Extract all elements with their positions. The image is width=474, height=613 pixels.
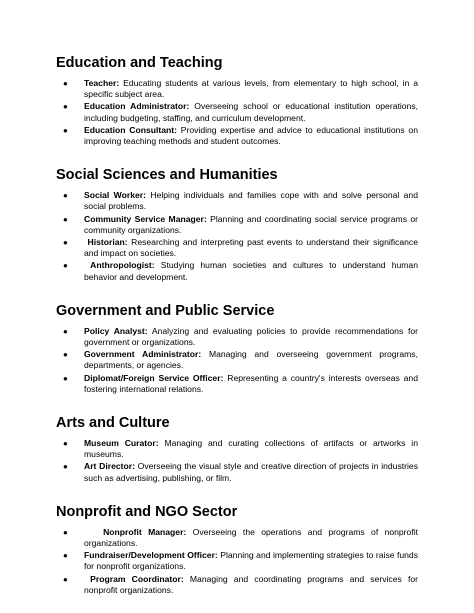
bullet-icon: ● bbox=[63, 439, 68, 449]
item-description: Overseeing the visual style and creative direction of projects in industries such as advertising, publishing, or film. bbox=[84, 461, 418, 483]
item-description: Helping individuals and families cope with and solve personal and social problems. bbox=[84, 190, 418, 212]
bullet-icon: ● bbox=[63, 261, 68, 271]
bullet-icon: ● bbox=[63, 191, 68, 201]
list-item bbox=[56, 260, 418, 282]
bullet-icon: ● bbox=[63, 527, 68, 537]
list-item bbox=[56, 237, 418, 259]
bullet-list bbox=[56, 190, 418, 283]
item-term: Program Coordinator: bbox=[90, 573, 184, 584]
item-description: Managing and curating collections of artifacts or artworks in museums. bbox=[84, 438, 418, 460]
item-term: Government Administrator: bbox=[84, 349, 202, 360]
list-item bbox=[56, 550, 418, 572]
bullet-icon: ● bbox=[63, 350, 68, 360]
section-social-sciences bbox=[56, 167, 418, 283]
section-heading: Government and Public Service bbox=[56, 302, 275, 319]
bullet-icon: ● bbox=[63, 373, 68, 383]
item-term: Art Director: bbox=[84, 461, 135, 472]
bullet-icon: ● bbox=[63, 125, 68, 135]
section-arts-culture bbox=[56, 415, 418, 484]
section-nonprofit-ngo bbox=[56, 504, 418, 596]
list-item bbox=[56, 574, 418, 596]
list-item bbox=[56, 78, 418, 100]
item-term: Museum Curator: bbox=[84, 438, 159, 449]
bullet-icon: ● bbox=[63, 102, 68, 112]
bullet-icon: ● bbox=[63, 238, 68, 248]
bullet-list bbox=[56, 438, 418, 484]
list-item bbox=[56, 190, 418, 212]
list-item bbox=[56, 349, 418, 371]
bullet-icon: ● bbox=[63, 462, 68, 472]
section-education-teaching bbox=[56, 55, 418, 147]
bullet-icon: ● bbox=[63, 214, 68, 224]
list-item bbox=[56, 214, 418, 236]
item-description: Educating students at various levels, from elementary to high school, in a specific subject area. bbox=[84, 78, 418, 100]
bullet-icon: ● bbox=[63, 79, 68, 88]
section-heading: Education and Teaching bbox=[56, 55, 223, 71]
item-term: Education Administrator: bbox=[84, 101, 190, 112]
item-term: Teacher: bbox=[84, 78, 120, 88]
item-term: Diplomat/Foreign Service Officer: bbox=[84, 372, 224, 383]
item-term: Historian: bbox=[87, 237, 128, 248]
bullet-list bbox=[56, 78, 418, 147]
bullet-list bbox=[56, 527, 418, 596]
item-term: Community Service Manager: bbox=[84, 213, 207, 224]
list-item bbox=[56, 326, 418, 348]
item-description: Researching and interpreting past events to understand their significance and impact on societies. bbox=[84, 237, 418, 259]
item-description: Studying human societies and cultures to understand human behavior and development. bbox=[84, 260, 418, 282]
bullet-list bbox=[56, 326, 418, 395]
item-description: Providing expertise and advice to educational institutions on improving teaching methods and student outcomes. bbox=[84, 124, 418, 147]
item-term: Fundraiser/Development Officer: bbox=[84, 550, 218, 561]
list-item bbox=[56, 461, 418, 483]
list-item bbox=[56, 438, 418, 460]
item-term: Education Consultant: bbox=[84, 124, 177, 135]
bullet-icon: ● bbox=[63, 574, 68, 584]
bullet-icon: ● bbox=[63, 551, 68, 561]
list-item bbox=[56, 527, 418, 549]
list-item bbox=[56, 373, 418, 395]
item-description: Overseeing school or educational institution operations, including budgeting, staffing, and curriculum development. bbox=[84, 101, 419, 123]
item-description: Analyzing and evaluating policies to provide recommendations for government or organizations. bbox=[84, 325, 418, 348]
list-item bbox=[56, 101, 418, 123]
section-government bbox=[56, 303, 418, 395]
section-heading: Arts and Culture bbox=[56, 415, 170, 432]
item-term: Anthropologist: bbox=[90, 260, 155, 271]
item-description: Planning and implementing strategies to raise funds for nonprofit organizations. bbox=[84, 550, 419, 572]
item-description: Managing and coordinating programs and services for nonprofit organizations. bbox=[84, 573, 418, 595]
item-description: Representing a country's interests overseas and fostering international relations. bbox=[84, 372, 418, 394]
bullet-icon: ● bbox=[63, 326, 68, 336]
section-heading: Social Sciences and Humanities bbox=[56, 167, 278, 184]
item-term: Social Worker: bbox=[84, 190, 146, 201]
item-term: Policy Analyst: bbox=[84, 325, 148, 336]
item-term: Nonprofit Manager: bbox=[103, 526, 187, 537]
item-description: Managing and overseeing government programs, departments, or agencies. bbox=[84, 349, 418, 371]
item-description: Planning and coordinating social service programs or community organizations. bbox=[84, 213, 418, 235]
section-heading: Nonprofit and NGO Sector bbox=[56, 503, 238, 520]
item-description: Overseeing the operations and programs of nonprofit organizations. bbox=[84, 526, 419, 549]
list-item bbox=[56, 125, 418, 147]
